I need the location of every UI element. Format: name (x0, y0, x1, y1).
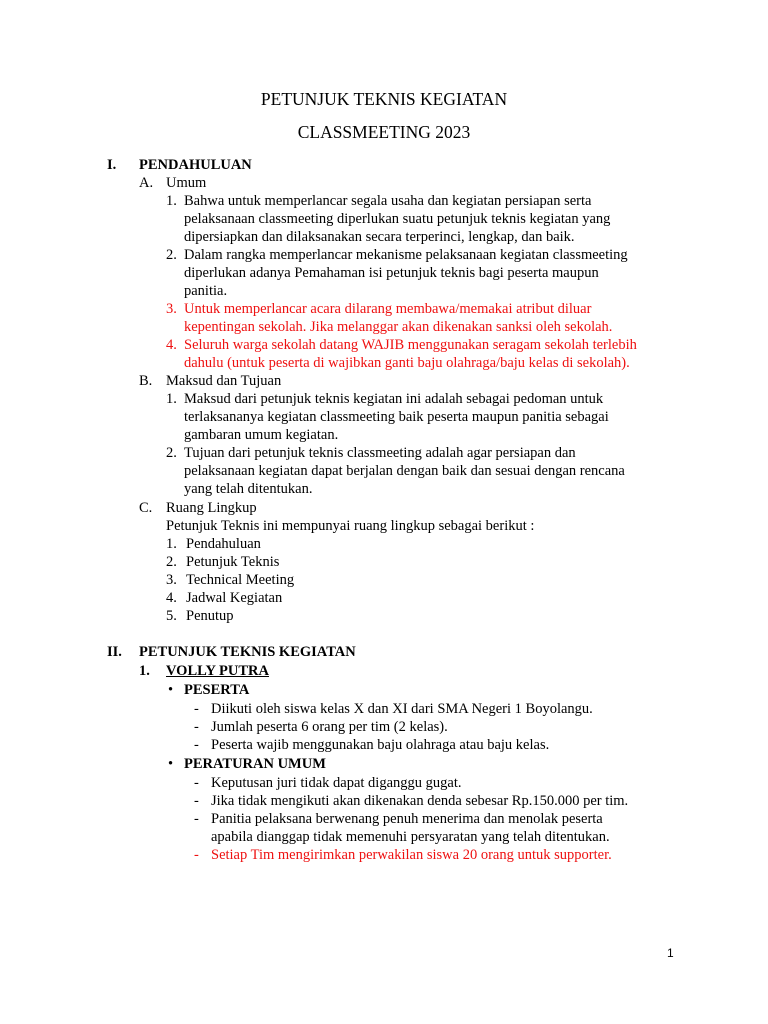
subsection-b-letter: B. (139, 373, 153, 389)
list-item-text: gambaran umum kegiatan. (184, 427, 339, 443)
scope-item-text: Technical Meeting (186, 572, 295, 588)
list-item-text-red: kepentingan sekolah. Jika melanggar akan dikenakan sanksi oleh sekolah. (184, 319, 613, 335)
peserta-item: Peserta wajib menggunakan baju olahraga atau baju kelas. (211, 737, 550, 753)
section-1-number: I. (107, 157, 117, 173)
subsection-a-letter: A. (139, 175, 154, 191)
list-item-text: pelaksanaan kegiatan dapat berjalan dengan baik dan sesuai dengan rencana (184, 463, 625, 479)
peserta-item: Jumlah peserta 6 orang per tim (2 kelas). (211, 719, 448, 735)
scope-item-number: 1. (166, 536, 177, 552)
section-2-heading: PETUNJUK TEKNIS KEGIATAN (139, 644, 356, 660)
peserta-item: Diikuti oleh siswa kelas X dan XI dari SMA Negeri 1 Boyolangu. (211, 701, 593, 717)
list-item-number: 3. (166, 301, 177, 317)
scope-item-number: 2. (166, 554, 177, 570)
list-item-text: yang telah ditentukan. (184, 481, 313, 497)
subsection-1-title: VOLLY PUTRA (166, 663, 269, 679)
section-1-heading: PENDAHULUAN (139, 157, 252, 173)
list-item-text: Bahwa untuk memperlancar segala usaha dan kegiatan persiapan serta (184, 193, 592, 209)
scope-item-text: Jadwal Kegiatan (186, 590, 283, 606)
list-item-text-red: dahulu (untuk peserta di wajibkan ganti baju olahraga/baju kelas di sekolah). (184, 355, 630, 371)
list-item-number: 1. (166, 391, 177, 407)
dash-marker: - (194, 737, 199, 753)
subsection-c-title: Ruang Lingkup (166, 500, 257, 516)
peraturan-item: apabila dianggap tidak memenuhi persyaratan yang telah ditentukan. (211, 829, 610, 845)
list-item-number: 2. (166, 445, 177, 461)
list-item-number: 2. (166, 247, 177, 263)
list-item-text: Dalam rangka memperlancar mekanisme pelaksanaan kegiatan classmeeting (184, 247, 628, 263)
list-item-text: Maksud dari petunjuk teknis kegiatan ini adalah sebagai pedoman untuk (184, 391, 604, 407)
scope-item-number: 3. (166, 572, 177, 588)
list-item-text-red: Seluruh warga sekolah datang WAJIB menggunakan seragam sekolah terlebih (184, 337, 637, 353)
page-number: 1 (667, 946, 674, 960)
peraturan-item-red: Setiap Tim mengirimkan perwakilan siswa 20 orang untuk supporter. (211, 847, 612, 863)
scope-item-text: Pendahuluan (186, 536, 261, 552)
list-item-text: terlaksananya kegiatan classmeeting baik peserta maupun panitia sebagai (184, 409, 609, 425)
peraturan-item: Keputusan juri tidak dapat diganggu gugat. (211, 775, 462, 791)
scope-item-text: Petunjuk Teknis (186, 554, 280, 570)
bullet-icon: • (168, 682, 174, 698)
bullet-icon: • (168, 756, 174, 772)
dash-marker: - (194, 701, 199, 717)
subsection-a-title: Umum (166, 175, 207, 191)
section-2-number: II. (107, 644, 122, 660)
dash-marker: - (194, 775, 199, 791)
subsection-c-intro: Petunjuk Teknis ini mempunyai ruang lingkup sebagai berikut : (166, 518, 535, 534)
peraturan-heading: PERATURAN UMUM (184, 756, 326, 772)
scope-item-number: 5. (166, 608, 177, 624)
peserta-heading: PESERTA (184, 682, 250, 698)
list-item-text: dipersiapkan dan dilaksanakan secara terperinci, lengkap, dan baik. (184, 229, 575, 245)
dash-marker: - (194, 847, 199, 863)
document-subtitle: CLASSMEETING 2023 (297, 122, 471, 142)
list-item-text: pelaksanaan classmeeting diperlukan suatu petunjuk teknis kegiatan yang (184, 211, 611, 227)
subsection-b-title: Maksud dan Tujuan (166, 373, 282, 389)
dash-marker: - (194, 793, 199, 809)
list-item-text: Tujuan dari petunjuk teknis classmeeting adalah agar persiapan dan (184, 445, 576, 461)
scope-item-number: 4. (166, 590, 177, 606)
list-item-number: 1. (166, 193, 177, 209)
list-item-text: diperlukan adanya Pemahaman isi petunjuk teknis bagi peserta maupun (184, 265, 599, 281)
list-item-text: panitia. (184, 283, 228, 299)
dash-marker: - (194, 811, 199, 827)
subsection-c-letter: C. (139, 500, 153, 516)
scope-item-text: Penutup (186, 608, 234, 624)
list-item-text-red: Untuk memperlancar acara dilarang membawa/memakai atribut diluar (184, 301, 592, 317)
document-title: PETUNJUK TEKNIS KEGIATAN (260, 89, 508, 109)
peraturan-item: Jika tidak mengikuti akan dikenakan denda sebesar Rp.150.000 per tim. (211, 793, 629, 809)
dash-marker: - (194, 719, 199, 735)
list-item-number: 4. (166, 337, 177, 353)
peraturan-item: Panitia pelaksana berwenang penuh menerima dan menolak peserta (211, 811, 603, 827)
subsection-1-number: 1. (139, 663, 150, 679)
